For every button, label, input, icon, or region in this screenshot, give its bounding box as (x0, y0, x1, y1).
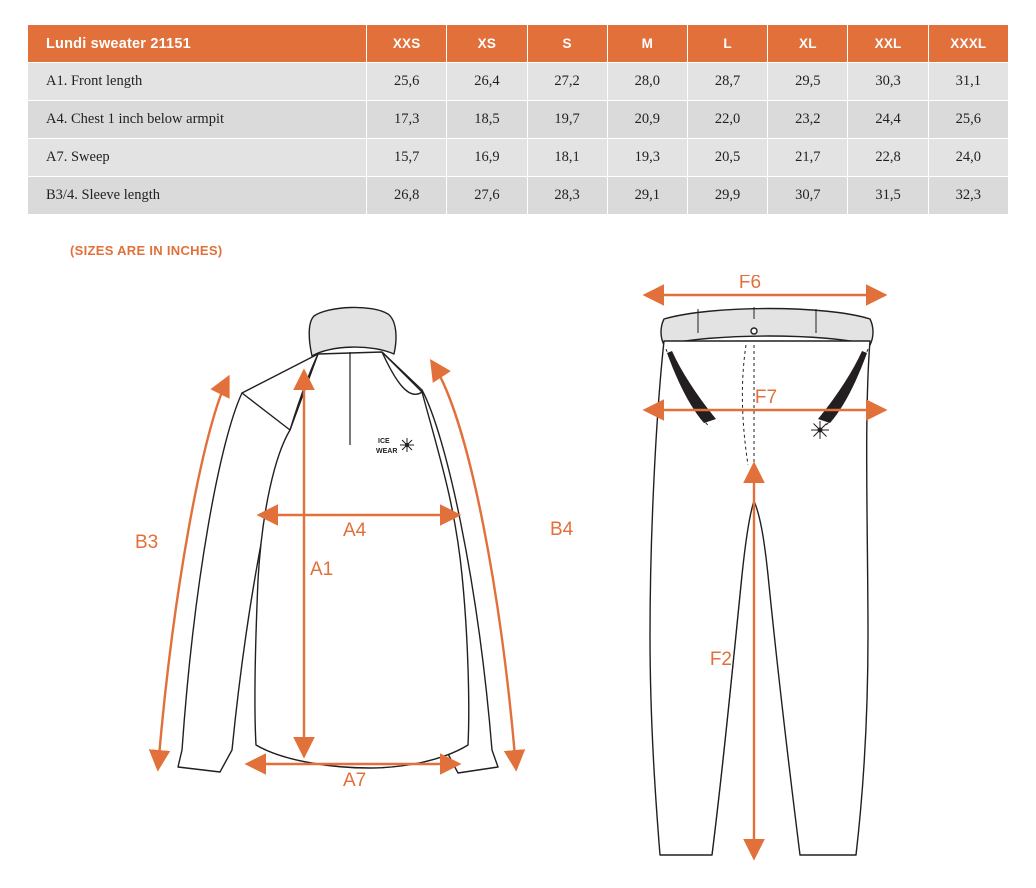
measurement-value: 17,3 (367, 101, 447, 139)
size-header-xs: XS (447, 25, 527, 63)
measurement-value: 22,8 (848, 139, 928, 177)
table-row (28, 63, 1009, 101)
measurement-value: 26,4 (447, 63, 527, 101)
measurement-value: 20,9 (607, 101, 687, 139)
measurement-value: 31,1 (928, 63, 1008, 101)
sweater-outline (178, 307, 498, 773)
measurement-value: 18,1 (527, 139, 607, 177)
size-table-body (28, 63, 1009, 215)
label-a1: A1 (310, 559, 334, 580)
measurement-value: 29,5 (768, 63, 848, 101)
size-header-xxxl: XXXL (928, 25, 1008, 63)
measurement-value: 27,2 (527, 63, 607, 101)
measurement-label: B3/4. Sleeve length (28, 177, 367, 215)
measurement-value: 30,7 (768, 177, 848, 215)
measurement-value: 28,0 (607, 63, 687, 101)
size-header-xl: XL (768, 25, 848, 63)
table-header-row (28, 25, 1009, 63)
sweater-diagram (110, 280, 610, 850)
units-note: (SIZES ARE IN INCHES) (70, 243, 223, 258)
size-header-s: S (527, 25, 607, 63)
measurement-value: 27,6 (447, 177, 527, 215)
size-table-header (28, 25, 1009, 63)
measurement-value: 22,0 (687, 101, 767, 139)
svg-text:WEAR: WEAR (376, 448, 398, 455)
label-a4: A4 (343, 520, 367, 541)
table-row (28, 177, 1009, 215)
measurement-label: A4. Chest 1 inch below armpit (28, 101, 367, 139)
size-table (27, 24, 1009, 215)
measurement-value: 28,3 (527, 177, 607, 215)
label-a7: A7 (343, 770, 367, 791)
label-b3: B3 (135, 532, 159, 553)
icewear-logo (811, 421, 829, 439)
label-f6: F6 (738, 275, 762, 293)
size-table-container (27, 24, 1009, 215)
measurement-value: 31,5 (848, 177, 928, 215)
pants-diagram (620, 275, 1020, 875)
table-row (28, 101, 1009, 139)
measurement-value: 29,1 (607, 177, 687, 215)
measurement-value: 19,3 (607, 139, 687, 177)
svg-text:ICE: ICE (378, 438, 390, 445)
size-header-xxs: XXS (367, 25, 447, 63)
measurement-value: 29,9 (687, 177, 767, 215)
measurement-value: 21,7 (768, 139, 848, 177)
measurement-value: 30,3 (848, 63, 928, 101)
measurement-value: 24,4 (848, 101, 928, 139)
label-f7: F7 (754, 387, 778, 408)
measurement-value: 26,8 (367, 177, 447, 215)
measurement-value: 25,6 (367, 63, 447, 101)
measurement-value: 23,2 (768, 101, 848, 139)
measure-arrow-f6 (646, 275, 884, 295)
measurement-value: 18,5 (447, 101, 527, 139)
measurement-value: 16,9 (447, 139, 527, 177)
size-header-l: L (687, 25, 767, 63)
measurement-value: 32,3 (928, 177, 1008, 215)
measurement-value: 19,7 (527, 101, 607, 139)
size-header-xxl: XXL (848, 25, 928, 63)
measurement-label: A7. Sweep (28, 139, 367, 177)
product-title-cell: Lundi sweater 21151 (28, 25, 367, 63)
measurement-value: 20,5 (687, 139, 767, 177)
table-row (28, 139, 1009, 177)
label-f2: F2 (709, 649, 732, 670)
label-b4: B4 (550, 519, 574, 540)
measurement-value: 15,7 (367, 139, 447, 177)
measurement-value: 24,0 (928, 139, 1008, 177)
measurement-value: 28,7 (687, 63, 767, 101)
measurement-label: A1. Front length (28, 63, 367, 101)
measurement-value: 25,6 (928, 101, 1008, 139)
size-header-m: M (607, 25, 687, 63)
